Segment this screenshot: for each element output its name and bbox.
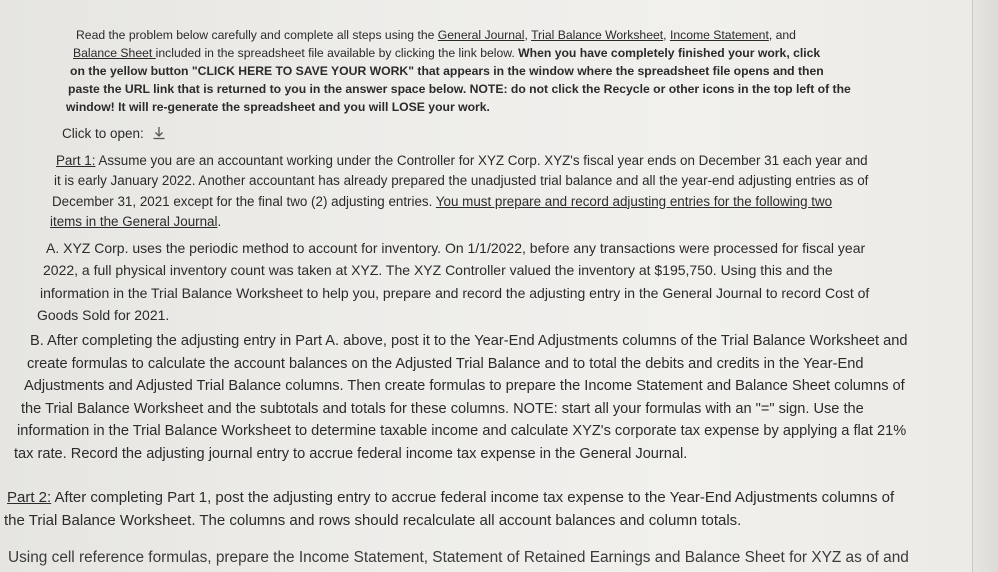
part2-line-1 [7,486,894,509]
part-1-heading: Part 1: [56,153,96,168]
part2-text: After completing Part 1, post the adjusting entry to accrue federal income tax expense to the Year-End Adjustments columns of [51,489,895,506]
part1-line-2 [54,171,868,191]
partB-line-4: the Trial Balance Worksheet and the subtotals and totals for these columns. NOTE: start all your formulas with an "=" sign. Use the [21,400,864,417]
intro-bold-text: paste the URL link that is returned to you in the answer space below. NOTE: do not click the Recycle or other icons in the top left of the [68,82,851,96]
part-b-paragraph [14,330,908,465]
partB-line-2: create formulas to calculate the account balances on the Adjusted Trial Balance and to total the debits and credits in the Year-End [27,355,864,372]
partB-line-1: B. After completing the adjusting entry in Part A. above, post it to the Year-End Adjustments columns of the Trial Balance Worksheet and [30,333,908,349]
intro-line-2 [73,44,851,62]
part-a-paragraph [37,237,870,326]
part1-underlined-text: items in the General Journal [50,213,218,229]
intro-line-4 [68,80,851,98]
part1-line-1 [56,151,868,171]
intro-line-1 [76,26,851,44]
part-1-paragraph [50,151,869,232]
general-journal-link[interactable]: General Journal [437,28,525,42]
part2-line-2: the Trial Balance Worksheet. The columns and rows should recalculate all account balances and column totals. [4,512,742,529]
trial-balance-worksheet-link[interactable]: Trial Balance Worksheet [531,28,664,42]
right-margin [972,0,998,572]
cutoff-instruction-line: Using cell reference formulas, prepare the Income Statement, Statement of Retained Earnings and Balance Sheet for XYZ as of and [8,549,909,566]
separator: , [663,28,670,42]
instructions-paragraph [66,26,851,116]
partA-line-3: information in the Trial Balance Worksheet to help you, prepare and record the adjusting entry in the General Journal to record Cost of [40,284,870,301]
separator: , [524,28,532,42]
partA-line-4: Goods Sold for 2021. [37,306,170,323]
click-to-open-label: Click to open: [62,126,144,141]
intro-text: included in the spreadsheet file available by clicking the link below. [155,46,519,60]
intro-line-5 [66,98,851,116]
part-2-heading: Part 2: [7,489,52,506]
intro-bold-text: on the yellow button "CLICK HERE TO SAVE YOUR WORK" that appears in the window where the spreadsheet file opens and then [70,64,824,78]
part1-text: . [217,213,222,229]
partA-line-2: 2022, a full physical inventory count was taken at XYZ. The XYZ Controller valued the inventory at $195,750. Using this and the [43,262,833,279]
intro-text: , and [768,28,796,42]
intro-line-3 [70,62,851,80]
download-icon[interactable] [152,126,166,140]
partB-line-6: tax rate. Record the adjusting journal entry to accrue federal income tax expense in the General Journal. [14,445,688,462]
partA-line-1: A. XYZ Corp. uses the periodic method to account for inventory. On 1/1/2022, before any transactions were processed for fiscal year [46,240,866,256]
partB-line-3: Adjustments and Adjusted Trial Balance columns. Then create formulas to prepare the Income Statement and Balance Sheet columns of [24,378,905,394]
click-to-open-row [62,124,166,143]
part1-line-3 [52,192,868,212]
balance-sheet-link[interactable]: Balance Sheet [73,46,156,60]
income-statement-link[interactable]: Income Statement [669,28,769,42]
part1-text: Assume you are an accountant working under the Controller for XYZ Corp. XYZ's fiscal year ends on December 31 each year and [95,153,868,168]
partB-line-5: information in the Trial Balance Worksheet to determine taxable income and calculate XYZ's corporate tax expense by applying a flat 21% [17,423,907,439]
intro-bold-text: When you have completely finished your work, click [518,46,821,60]
part1-text: it is early January 2022. Another accountant has already prepared the unadjusted trial balance and all the year-end adjusting entries as of [54,173,869,189]
part1-line-4 [50,212,868,232]
intro-text: Read the problem below carefully and complete all steps using the [76,28,438,42]
part-2-paragraph [4,486,894,532]
part1-text: December 31, 2021 except for the final two (2) adjusting entries. [52,193,436,209]
part1-underlined-text: You must prepare and record adjusting entries for the following two [435,193,833,209]
intro-bold-text: window! It will re-generate the spreadsheet and you will LOSE your work. [66,100,490,114]
